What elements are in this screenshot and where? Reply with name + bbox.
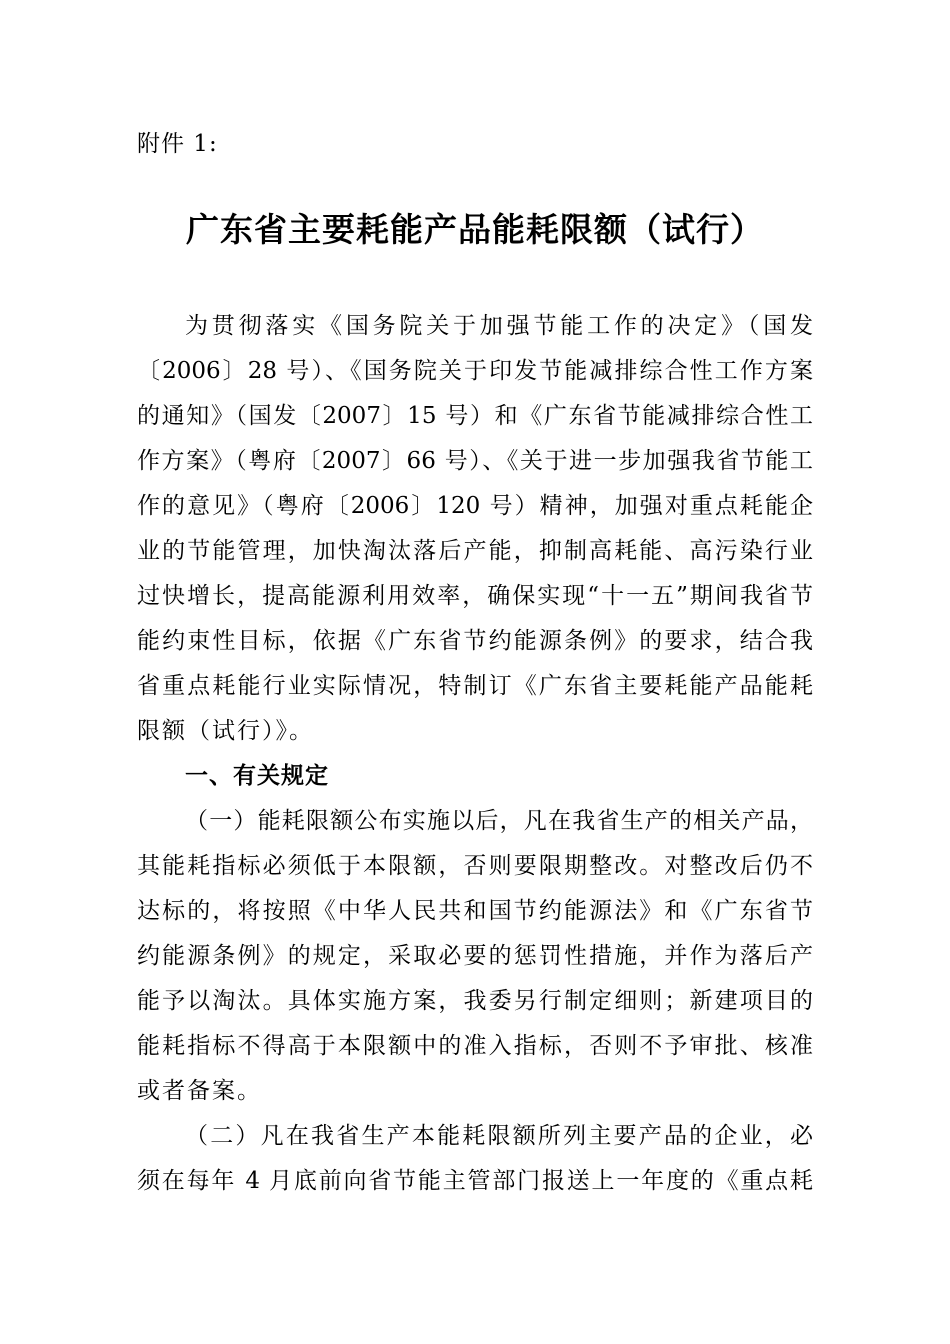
body-line: 能耗指标不得高于本限额中的准入指标，否则不予审批、核准 (137, 1033, 813, 1059)
body-line: 达标的，将按照《中华人民共和国节约能源法》和《广东省节 (137, 898, 813, 924)
body-line: （一）能耗限额公布实施以后，凡在我省生产的相关产品， (185, 808, 813, 834)
body-line: 作的意见》（粤府〔2006〕120 号）精神，加强对重点耗能企 (137, 493, 813, 519)
body-line: 省重点耗能行业实际情况，特制订《广东省主要耗能产品能耗 (137, 673, 813, 699)
body-line: 能约束性目标，依据《广东省节约能源条例》的要求，结合我 (137, 628, 813, 654)
body-line: 为贯彻落实《国务院关于加强节能工作的决定》（国发 (185, 313, 813, 339)
body-line: 〔2006〕28 号）、《国务院关于印发节能减排综合性工作方案 (137, 358, 813, 384)
body-line: 其能耗指标必须低于本限额，否则要限期整改。对整改后仍不 (137, 853, 813, 879)
document-body (137, 304, 813, 1204)
body-line: 能予以淘汰。具体实施方案，我委另行制定细则；新建项目的 (137, 988, 813, 1014)
body-line: 须在每年 4 月底前向省节能主管部门报送上一年度的《重点耗 (137, 1168, 813, 1194)
body-line: 作方案》（粤府〔2007〕66 号）、《关于进一步加强我省节能工 (137, 448, 813, 474)
body-line: 过快增长，提高能源利用效率，确保实现“十一五”期间我省节 (137, 583, 813, 609)
attachment-label: 附件 1: (137, 131, 218, 157)
body-line: 业的节能管理，加快淘汰落后产能，抑制高耗能、高污染行业 (137, 538, 813, 564)
body-line: 的通知》（国发〔2007〕15 号）和《广东省节能减排综合性工 (137, 403, 813, 429)
document-title: 广东省主要耗能产品能耗限额（试行） (186, 210, 764, 249)
body-line: 约能源条例》的规定，采取必要的惩罚性措施，并作为落后产 (137, 943, 813, 969)
body-line: 或者备案。 (137, 1078, 262, 1104)
section-heading: 一、有关规定 (185, 763, 329, 789)
body-line: 限额（试行）》。 (137, 718, 314, 744)
body-line: （二）凡在我省生产本能耗限额所列主要产品的企业，必 (185, 1123, 813, 1149)
